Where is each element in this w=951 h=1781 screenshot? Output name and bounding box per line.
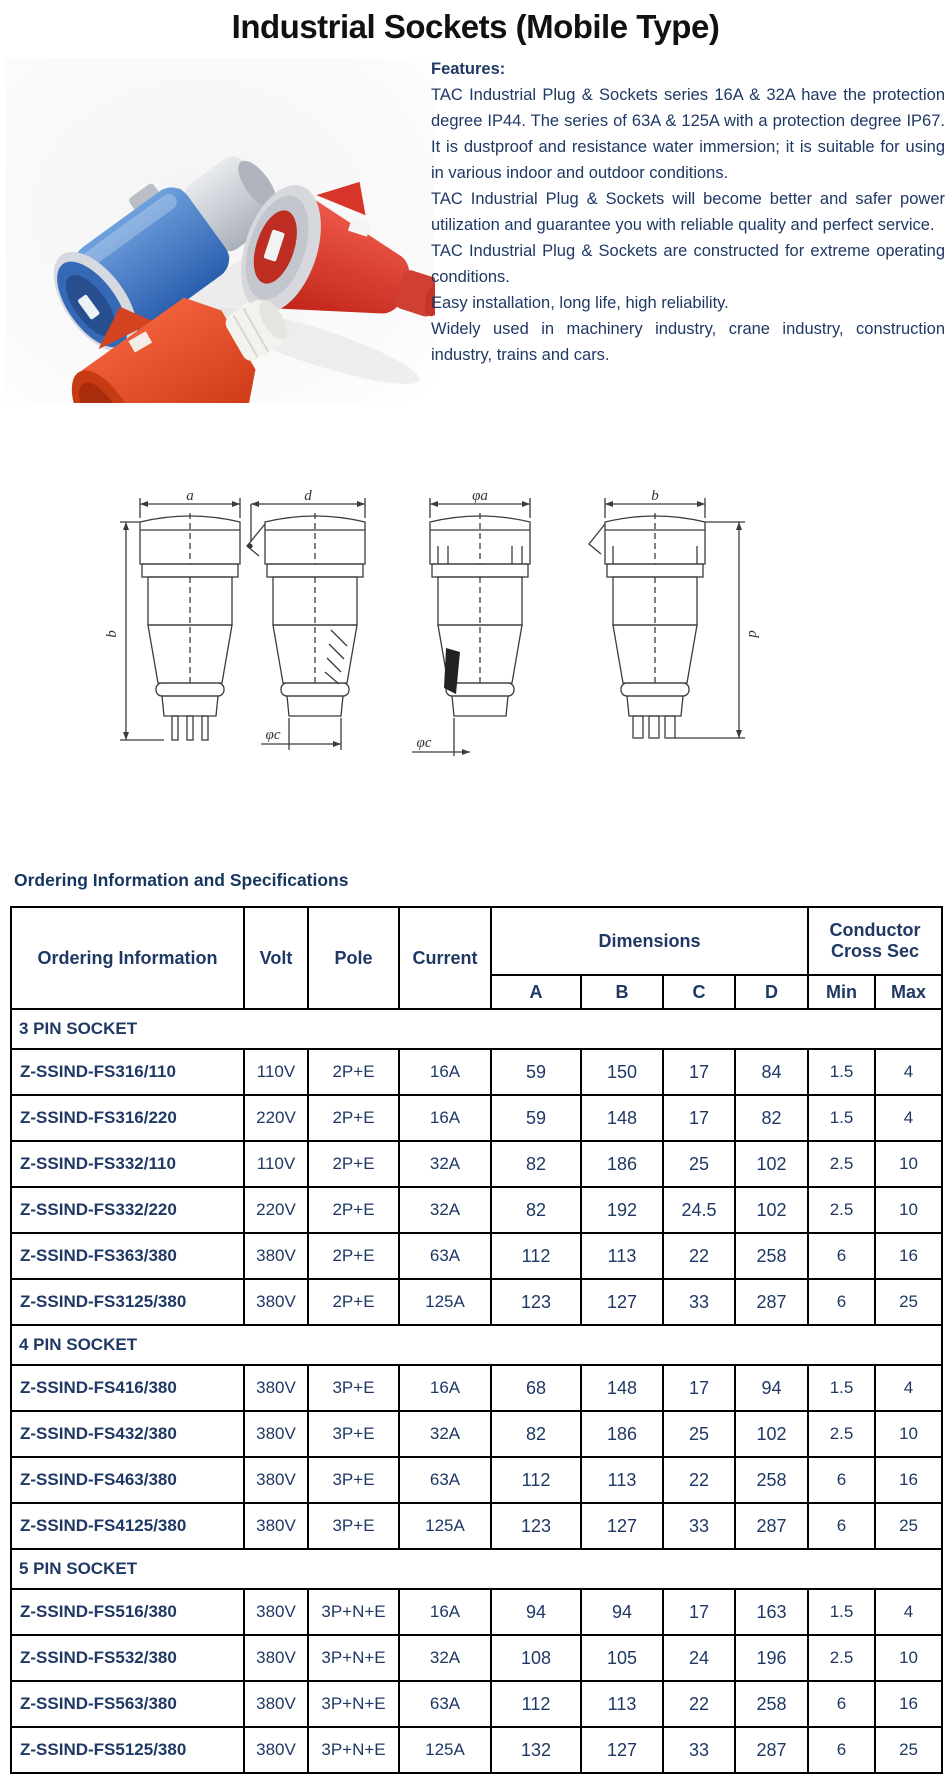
product-code: Z-SSIND-FS332/220	[11, 1187, 244, 1233]
table-cell: 125A	[399, 1503, 491, 1549]
table-cell: 82	[735, 1095, 808, 1141]
table-cell: 287	[735, 1503, 808, 1549]
table-cell: 16A	[399, 1049, 491, 1095]
table-cell: 258	[735, 1681, 808, 1727]
col-header-min: Min	[808, 975, 875, 1009]
table-cell: 192	[581, 1187, 663, 1233]
table-cell: 2.5	[808, 1635, 875, 1681]
table-row	[11, 1635, 942, 1681]
table-cell: 2P+E	[308, 1095, 399, 1141]
table-cell: 287	[735, 1279, 808, 1325]
table-cell: 108	[491, 1635, 581, 1681]
table-row	[11, 1279, 942, 1325]
table-cell: 3P+N+E	[308, 1589, 399, 1635]
features-paragraph: TAC Industrial Plug & Sockets are constructed for extreme operating conditions.	[431, 242, 945, 286]
product-code: Z-SSIND-FS316/220	[11, 1095, 244, 1141]
col-header-max: Max	[875, 975, 942, 1009]
table-cell: 3P+E	[308, 1411, 399, 1457]
table-cell: 84	[735, 1049, 808, 1095]
col-header-dim-b: B	[581, 975, 663, 1009]
table-cell: 150	[581, 1049, 663, 1095]
table-cell: 10	[875, 1635, 942, 1681]
table-cell: 33	[663, 1503, 735, 1549]
product-code: Z-SSIND-FS516/380	[11, 1589, 244, 1635]
product-code: Z-SSIND-FS332/110	[11, 1141, 244, 1187]
dimension-drawing-3	[412, 488, 530, 756]
dim-label-phic-2: φc	[416, 735, 432, 751]
page-title: Industrial Sockets (Mobile Type)	[231, 8, 720, 45]
table-cell: 32A	[399, 1141, 491, 1187]
table-cell: 196	[735, 1635, 808, 1681]
table-cell: 82	[491, 1411, 581, 1457]
table-cell: 94	[735, 1365, 808, 1411]
table-cell: 148	[581, 1095, 663, 1141]
table-cell: 63A	[399, 1681, 491, 1727]
table-cell: 25	[875, 1503, 942, 1549]
product-code: Z-SSIND-FS463/380	[11, 1457, 244, 1503]
table-cell: 132	[491, 1727, 581, 1773]
spec-table	[10, 906, 943, 1774]
table-cell: 2.5	[808, 1411, 875, 1457]
table-cell: 110V	[244, 1049, 308, 1095]
product-code: Z-SSIND-FS3125/380	[11, 1279, 244, 1325]
features-paragraph: Easy installation, long life, high reliability.	[431, 294, 729, 312]
table-cell: 22	[663, 1457, 735, 1503]
table-row	[11, 1187, 942, 1233]
section-title: 3 PIN SOCKET	[11, 1009, 942, 1049]
table-cell: 32A	[399, 1411, 491, 1457]
table-cell: 127	[581, 1503, 663, 1549]
table-cell: 16	[875, 1457, 942, 1503]
table-row	[11, 1457, 942, 1503]
table-cell: 24.5	[663, 1187, 735, 1233]
table-cell: 10	[875, 1187, 942, 1233]
table-cell: 123	[491, 1503, 581, 1549]
table-cell: 258	[735, 1233, 808, 1279]
table-cell: 287	[735, 1727, 808, 1773]
table-cell: 380V	[244, 1589, 308, 1635]
table-cell: 112	[491, 1681, 581, 1727]
table-cell: 25	[663, 1411, 735, 1457]
product-code: Z-SSIND-FS532/380	[11, 1635, 244, 1681]
dim-label-d: d	[304, 488, 312, 504]
features-paragraph: Widely used in machinery industry, crane industry, construction industry, trains and cars.	[431, 320, 945, 364]
table-cell: 380V	[244, 1681, 308, 1727]
table-cell: 102	[735, 1141, 808, 1187]
table-cell: 63A	[399, 1457, 491, 1503]
table-cell: 6	[808, 1503, 875, 1549]
product-code: Z-SSIND-FS5125/380	[11, 1727, 244, 1773]
product-code: Z-SSIND-FS4125/380	[11, 1503, 244, 1549]
features-block	[431, 56, 945, 368]
table-cell: 148	[581, 1365, 663, 1411]
table-cell: 6	[808, 1681, 875, 1727]
table-cell: 6	[808, 1233, 875, 1279]
table-cell: 10	[875, 1411, 942, 1457]
table-cell: 380V	[244, 1411, 308, 1457]
table-cell: 3P+N+E	[308, 1681, 399, 1727]
table-cell: 16A	[399, 1365, 491, 1411]
technical-drawings	[95, 478, 885, 783]
table-cell: 16A	[399, 1095, 491, 1141]
section-title: 5 PIN SOCKET	[11, 1549, 942, 1589]
table-cell: 3P+E	[308, 1365, 399, 1411]
table-cell: 32A	[399, 1635, 491, 1681]
table-cell: 25	[875, 1727, 942, 1773]
table-row	[11, 1727, 942, 1773]
table-cell: 1.5	[808, 1365, 875, 1411]
table-row	[11, 1589, 942, 1635]
table-cell: 186	[581, 1411, 663, 1457]
section-row	[11, 1009, 942, 1049]
table-cell: 380V	[244, 1503, 308, 1549]
table-cell: 6	[808, 1727, 875, 1773]
section-heading-ordering: Ordering Information and Specifications	[14, 870, 349, 890]
dim-label-phic: φc	[265, 727, 281, 743]
table-cell: 22	[663, 1681, 735, 1727]
table-cell: 380V	[244, 1279, 308, 1325]
table-cell: 25	[663, 1141, 735, 1187]
features-paragraph: TAC Industrial Plug & Sockets will become better and safer power utilization and guarantee you with reliable quality and perfect service.	[431, 190, 945, 234]
table-cell: 16A	[399, 1589, 491, 1635]
table-cell: 380V	[244, 1233, 308, 1279]
table-cell: 380V	[244, 1457, 308, 1503]
table-cell: 6	[808, 1457, 875, 1503]
features-paragraph: TAC Industrial Plug & Sockets series 16A & 32A have the protection degree IP44. The series of 63A & 125A with a protection degree IP67. It is dustproof and resistance water immersion; it is suitable for using in various indoor and outdoor conditions.	[431, 86, 945, 182]
table-cell: 380V	[244, 1365, 308, 1411]
table-cell: 3P+E	[308, 1503, 399, 1549]
table-cell: 63A	[399, 1233, 491, 1279]
table-cell: 24	[663, 1635, 735, 1681]
table-cell: 59	[491, 1095, 581, 1141]
table-cell: 33	[663, 1727, 735, 1773]
col-header-dim-a: A	[491, 975, 581, 1009]
table-cell: 2P+E	[308, 1141, 399, 1187]
table-row	[11, 1095, 942, 1141]
table-row	[11, 1503, 942, 1549]
table-cell: 123	[491, 1279, 581, 1325]
table-cell: 127	[581, 1727, 663, 1773]
table-cell: 113	[581, 1681, 663, 1727]
dim-label-d-2: d	[745, 630, 761, 638]
table-cell: 163	[735, 1589, 808, 1635]
table-cell: 4	[875, 1589, 942, 1635]
table-cell: 1.5	[808, 1095, 875, 1141]
table-cell: 17	[663, 1589, 735, 1635]
table-cell: 220V	[244, 1095, 308, 1141]
table-cell: 105	[581, 1635, 663, 1681]
table-row	[11, 1365, 942, 1411]
table-cell: 258	[735, 1457, 808, 1503]
product-photo	[5, 58, 435, 403]
section-row	[11, 1549, 942, 1589]
table-cell: 94	[491, 1589, 581, 1635]
table-cell: 102	[735, 1411, 808, 1457]
table-cell: 4	[875, 1095, 942, 1141]
table-cell: 112	[491, 1457, 581, 1503]
table-cell: 2P+E	[308, 1049, 399, 1095]
table-cell: 113	[581, 1457, 663, 1503]
table-row	[11, 1049, 942, 1095]
table-cell: 3P+E	[308, 1457, 399, 1503]
col-header-conductor: Conductor Cross Sec	[808, 907, 942, 975]
table-cell: 380V	[244, 1727, 308, 1773]
table-cell: 380V	[244, 1635, 308, 1681]
col-header-dim-d: D	[735, 975, 808, 1009]
spec-table-body	[11, 1009, 942, 1773]
table-cell: 82	[491, 1187, 581, 1233]
table-cell: 10	[875, 1141, 942, 1187]
table-cell: 94	[581, 1589, 663, 1635]
table-cell: 2P+E	[308, 1187, 399, 1233]
dim-label-a: a	[186, 488, 194, 504]
table-cell: 2P+E	[308, 1279, 399, 1325]
table-row	[11, 1681, 942, 1727]
table-cell: 2.5	[808, 1187, 875, 1233]
features-paragraphs	[431, 82, 945, 368]
table-cell: 186	[581, 1141, 663, 1187]
table-cell: 110V	[244, 1141, 308, 1187]
table-cell: 4	[875, 1049, 942, 1095]
product-code: Z-SSIND-FS416/380	[11, 1365, 244, 1411]
table-cell: 22	[663, 1233, 735, 1279]
table-cell: 59	[491, 1049, 581, 1095]
table-cell: 25	[875, 1279, 942, 1325]
table-cell: 102	[735, 1187, 808, 1233]
table-cell: 16	[875, 1681, 942, 1727]
table-cell: 6	[808, 1279, 875, 1325]
table-cell: 2.5	[808, 1141, 875, 1187]
col-header-volt: Volt	[244, 907, 308, 1009]
dimension-drawing-2	[247, 488, 365, 750]
product-code: Z-SSIND-FS316/110	[11, 1049, 244, 1095]
table-cell: 17	[663, 1049, 735, 1095]
product-code: Z-SSIND-FS563/380	[11, 1681, 244, 1727]
dim-label-b: b	[104, 630, 120, 638]
dim-label-b-2: b	[651, 488, 659, 504]
table-cell: 17	[663, 1365, 735, 1411]
table-cell: 4	[875, 1365, 942, 1411]
col-header-dimensions: Dimensions	[491, 907, 808, 975]
table-cell: 16	[875, 1233, 942, 1279]
table-cell: 125A	[399, 1727, 491, 1773]
section-title: 4 PIN SOCKET	[11, 1325, 942, 1365]
dimension-drawing-1	[104, 488, 240, 740]
col-header-pole: Pole	[308, 907, 399, 1009]
features-heading: Features:	[431, 60, 506, 78]
table-cell: 125A	[399, 1279, 491, 1325]
dim-label-phia: φa	[472, 488, 488, 504]
col-header-dim-c: C	[663, 975, 735, 1009]
product-code: Z-SSIND-FS432/380	[11, 1411, 244, 1457]
table-cell: 17	[663, 1095, 735, 1141]
table-cell: 112	[491, 1233, 581, 1279]
table-cell: 82	[491, 1141, 581, 1187]
col-header-current: Current	[399, 907, 491, 1009]
table-row	[11, 1411, 942, 1457]
product-code: Z-SSIND-FS363/380	[11, 1233, 244, 1279]
table-cell: 68	[491, 1365, 581, 1411]
dimension-drawing-4	[589, 488, 761, 738]
table-cell: 33	[663, 1279, 735, 1325]
table-cell: 1.5	[808, 1049, 875, 1095]
table-cell: 2P+E	[308, 1233, 399, 1279]
col-header-ordering: Ordering Information	[11, 907, 244, 1009]
table-cell: 220V	[244, 1187, 308, 1233]
table-cell: 127	[581, 1279, 663, 1325]
table-row	[11, 1141, 942, 1187]
section-row	[11, 1325, 942, 1365]
table-cell: 3P+N+E	[308, 1727, 399, 1773]
table-cell: 32A	[399, 1187, 491, 1233]
table-row	[11, 1233, 942, 1279]
table-cell: 1.5	[808, 1589, 875, 1635]
table-cell: 113	[581, 1233, 663, 1279]
table-cell: 3P+N+E	[308, 1635, 399, 1681]
